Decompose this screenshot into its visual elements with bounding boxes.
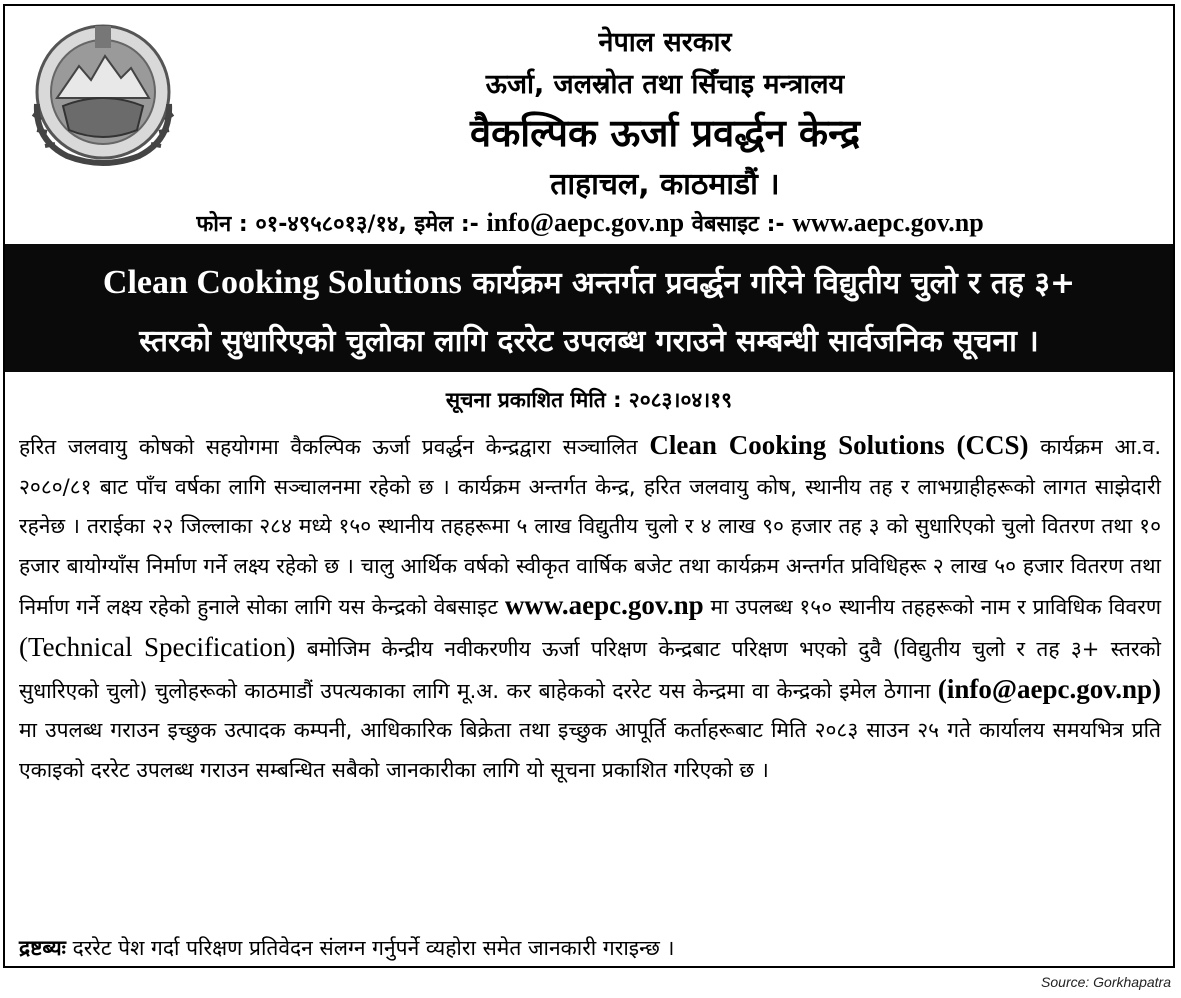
contact-line: [25, 208, 1155, 238]
publication-date: सूचना प्रकाशित मिति : २०८३।०४।१९: [445, 388, 733, 412]
notice-note: [19, 930, 1161, 966]
notice-body: [19, 426, 1161, 790]
notice-frame: [3, 4, 1175, 968]
banner-title-line1: कार्यक्रम अन्तर्गत प्रवर्द्धन गरिने विद्युतीय चुलो र तह ३+: [472, 266, 1076, 301]
source-credit: Source: Gorkhapatra: [1041, 974, 1171, 990]
ccs-abbr: (CCS): [956, 430, 1029, 460]
notice-title-banner: [5, 244, 1173, 372]
organization-name: वैकल्पिक ऊर्जा प्रवर्द्धन केन्द्र: [469, 111, 861, 155]
website-label: वेबसाइट :-: [691, 212, 785, 237]
nepal-emblem-icon: [27, 20, 179, 170]
contact-phone: फोन : ०१-४९५८०१३/१४, इमेल :-: [196, 212, 479, 237]
body-part-4: बमोजिम केन्द्रीय नवीकरणीय ऊर्जा परिक्षण केन्द्रबाट परिक्षण भएको दुवै (विद्युतीय चुलो र तह ३+ स्तरको सुधारिएको चुलो) चुलोहरूको काठमाडौं उपत्यकाका लागि मू.अ. कर बाहेकको दररेट यस केन्द्रमा वा केन्द्रको इमेल ठेगाना: [19, 636, 1161, 703]
body-part-1: हरित जलवायु कोषको सहयोगमा वैकल्पिक ऊर्जा प्रवर्द्धन केन्द्रद्वारा सञ्चालित: [19, 435, 638, 459]
banner-title-en: Clean Cooking Solutions: [102, 264, 462, 301]
ministry-name: ऊर्जा, जलस्रोत तथा सिँचाइ मन्त्रालय: [485, 69, 845, 100]
note-text: दररेट पेश गर्दा परिक्षण प्रतिवेदन संलग्न गर्नुपर्ने व्यहोरा समेत जानकारी गराइन्छ ।: [72, 936, 675, 960]
note-label: द्रष्टब्यः: [19, 936, 66, 960]
banner-title-line2: स्तरको सुधारिएको चुलोका लागि दररेट उपलब्ध गराउने सम्बन्धी सार्वजनिक सूचना ।: [139, 324, 1039, 359]
ccs-name: Clean Cooking Solutions: [649, 430, 945, 460]
body-part-3: मा उपलब्ध १५० स्थानीय तहहरूको नाम र प्राविधिक विवरण: [710, 595, 1162, 620]
government-name: नेपाल सरकार: [598, 27, 732, 58]
body-email: (info@aepc.gov.np): [937, 673, 1162, 704]
body-website: www.aepc.gov.np: [504, 590, 704, 621]
contact-website: www.aepc.gov.np: [792, 208, 984, 237]
contact-email: info@aepc.gov.np: [486, 208, 685, 237]
organization-address: ताहाचल, काठमाडौं ।: [550, 167, 780, 202]
body-part-5: मा उपलब्ध गराउन इच्छुक उत्पादक कम्पनी, आधिकारिक बिक्रेता तथा इच्छुक आपूर्ति कर्ताहरूबाट मिति २०८३ साउन २५ गते कार्यालय समयभित्र प्रति एकाइको दररेट उपलब्ध गराउन सम्बन्धित सबैको जानकारीका लागि यो सूचना प्रकाशित गरिएको छ ।: [19, 718, 1161, 782]
technical-specification: (Technical Specification): [19, 631, 296, 662]
body-part-2: कार्यक्रम आ.व. २०८०/८१ बाट पाँच वर्षका लागि सञ्चालनमा रहेको छ । कार्यक्रम अन्तर्गत केन्द्र, हरित जलवायु कोष, स्थानीय तह र लाभग्राहीहरूको लागत साझेदारी रहनेछ । तराईका २२ जिल्लाका २८४ मध्ये १५० स्थानीय तहहरूमा ५ लाख विद्युतीय चुलो र ४ लाख ९० हजार तह ३ को सुधारिएको चुलो वितरण तथा १० हजार बायोग्याँस निर्माण गर्ने लक्ष्य रहेको छ । चालु आर्थिक वर्षको स्वीकृत वार्षिक बजेट तथा कार्यक्रम अन्तर्गत प्रविधिहरू २ लाख ५० हजार वितरण तथा निर्माण गर्ने लक्ष्य रहेको हुनाले सोका लागि यस केन्द्रको वेबसाइट: [19, 435, 1161, 620]
